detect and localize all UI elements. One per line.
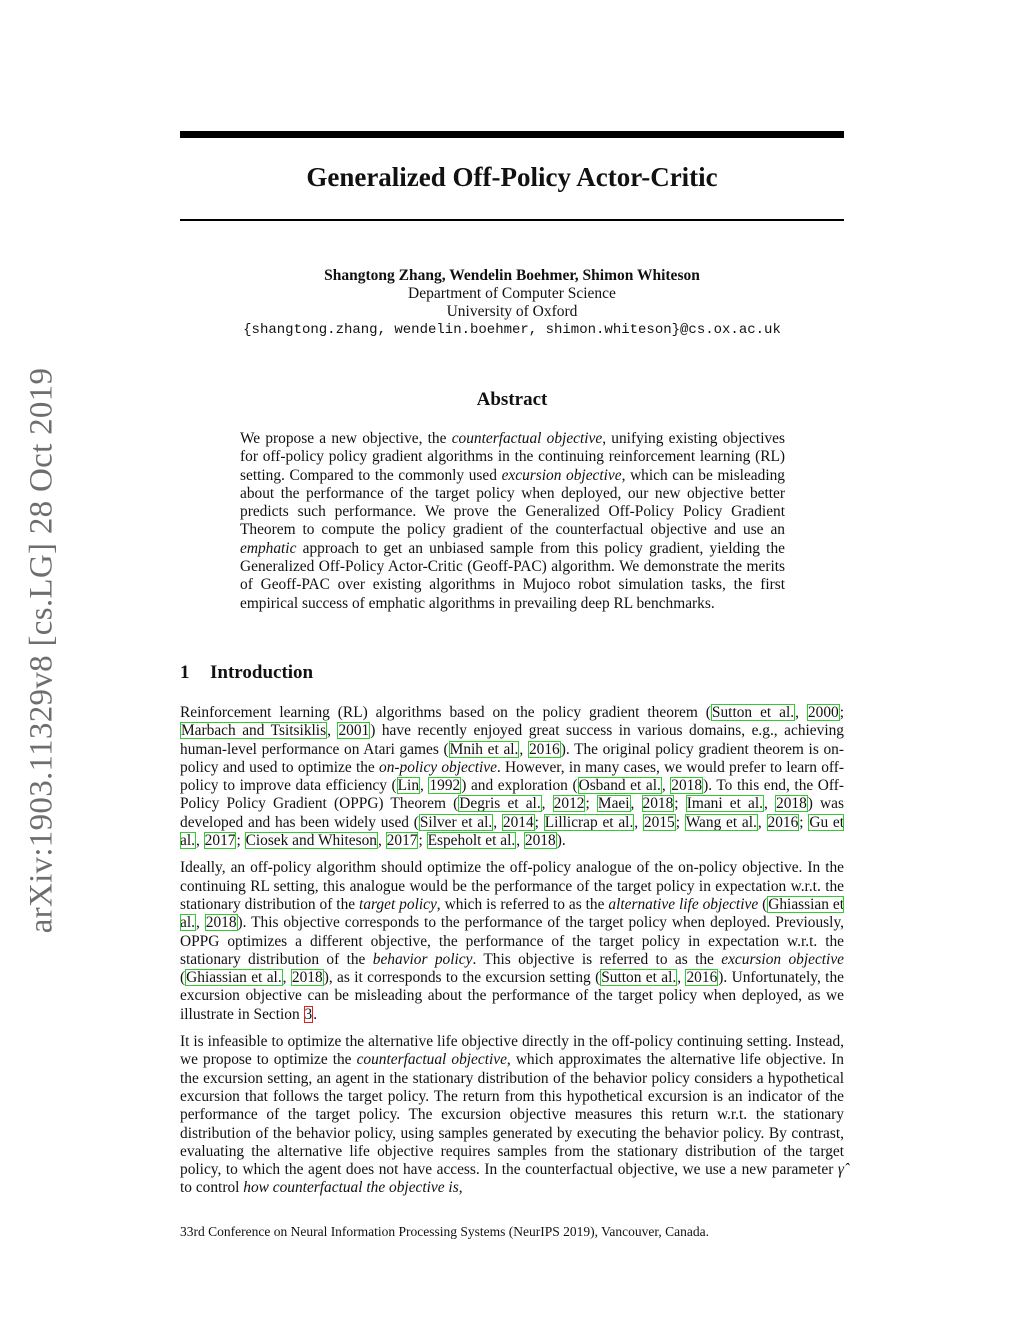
text: ;	[839, 704, 844, 721]
citation-link[interactable]: 2018	[524, 832, 556, 850]
citation-link[interactable]: 2015	[643, 813, 675, 831]
text: ,	[764, 795, 775, 813]
title-rule-bottom	[180, 219, 844, 221]
citation-link[interactable]: Lillicrap et al.	[544, 813, 634, 831]
abstract-text-4: approach to get an unbiased sample from this policy gradient, yielding the Generalized Off-Policy Actor-Critic (Geoff-PAC) algorithm. We demonstrate the merits of Geoff-PAC over existing algorithms in Mujoco robot simulation tasks, the first empirical success of emphatic algorithms in prevailing deep RL benchmarks.	[240, 539, 785, 612]
text: ,	[458, 1179, 463, 1197]
arxiv-identifier: arXiv:1903.11329v8 [cs.LG] 28 Oct 2019	[23, 367, 60, 933]
citation-link[interactable]: 1992	[429, 777, 461, 795]
citation-link[interactable]: Sutton et al.	[601, 969, 677, 987]
citation-link[interactable]: Mnih et al.	[449, 740, 519, 758]
conference-footnote: 33rd Conference on Neural Information Processing Systems (NeurIPS 2019), Vancouver, Canada.	[180, 1224, 709, 1239]
emphasis: excursion objective	[721, 950, 844, 968]
text: ;	[675, 813, 685, 831]
citation-link[interactable]: 2000	[807, 704, 839, 721]
citation-link[interactable]: Gu et al.	[180, 813, 845, 850]
text: ,	[420, 777, 429, 795]
citation-link[interactable]: 2016	[528, 740, 560, 758]
text: . This objective is referred to as the	[472, 950, 722, 968]
citation-link[interactable]: Ciosek and Whiteson	[245, 832, 377, 850]
citation-link[interactable]: 2018	[291, 969, 323, 987]
text: Ideally, an off-policy algorithm should optimize the off-policy analogue of the on-policy objective. In the continuing RL setting, this analogue would be the performance of the target policy in expectation w.r.t. the stationary distribution of the	[180, 859, 844, 913]
text: ,	[757, 813, 767, 831]
emphasis: counterfactual objective	[356, 1051, 507, 1069]
citation-link[interactable]: 2016	[686, 969, 718, 987]
citation-link[interactable]: 2001	[338, 722, 370, 740]
intro-paragraph-2	[180, 859, 844, 1024]
citation-link[interactable]: 2014	[502, 813, 534, 831]
section-number: 1	[180, 662, 190, 683]
text: ,	[677, 969, 686, 987]
text: ,	[661, 777, 671, 795]
citation-link[interactable]: Wang et al.	[685, 813, 757, 831]
text: ,	[195, 832, 204, 850]
citation-link[interactable]: 2017	[386, 832, 418, 850]
citation-link[interactable]: 2018	[642, 795, 674, 813]
text: ,	[630, 795, 642, 813]
author-department: Department of Computer Science	[408, 285, 616, 302]
author-university: University of Oxford	[446, 303, 578, 320]
citation-link[interactable]: Silver et al.	[419, 813, 493, 831]
author-email: {shangtong.zhang, wendelin.boehmer, shimon.whiteson}@cs.ox.ac.uk	[243, 322, 781, 338]
section-heading-introduction	[180, 662, 313, 684]
text: (	[180, 969, 186, 987]
text: ,	[377, 832, 386, 850]
text: ,	[195, 914, 205, 932]
abstract-emphasis-3: emphatic	[240, 539, 297, 557]
text: ), as it corresponds to the excursion setting (	[323, 969, 601, 987]
introduction-body	[180, 704, 844, 1207]
abstract-text-3: , which can be misleading about the performance of the target policy when deployed, our new objective better predicts such performance. We prove the Generalized Off-Policy Policy Gradient Theorem to compute the policy gradient of the counterfactual objective and use an	[240, 466, 785, 539]
citation-link[interactable]: 2012	[553, 795, 585, 813]
text: ,	[327, 722, 338, 740]
text: ,	[519, 740, 528, 758]
intro-paragraph-1	[180, 704, 844, 850]
text: ) have recently enjoyed great success in various domains, e.g., achieving human-level performance on Atari games (	[180, 722, 845, 758]
text: ). The original policy gradient theorem is on-policy and used to optimize the	[180, 740, 845, 776]
emphasis: how counterfactual the objective is	[243, 1179, 459, 1197]
text: It is infeasible to optimize the alternative life objective directly in the off-policy continuing setting. Instead, we propose to optimize the	[180, 1033, 844, 1069]
text: ,	[541, 795, 553, 813]
abstract-emphasis-1: counterfactual objective	[451, 430, 603, 447]
citation-link[interactable]: 2018	[205, 914, 237, 932]
text: (	[758, 895, 768, 913]
author-names: Shangtong Zhang, Wendelin Boehmer, Shimon Whiteson	[324, 267, 700, 284]
text: ;	[674, 795, 686, 813]
text: . However, in many cases, we would prefer to learn off-policy to improve data efficiency (	[180, 758, 845, 795]
math-gamma-hat: γ̂	[837, 1161, 844, 1179]
author-block	[180, 267, 844, 339]
section-ref-link[interactable]: 3	[304, 1005, 313, 1023]
text: ,	[493, 813, 502, 831]
text: to control	[180, 1179, 244, 1197]
citation-link[interactable]: Imani et al.	[686, 795, 763, 813]
section-title: Introduction	[210, 662, 314, 683]
abstract-heading: Abstract	[476, 389, 548, 410]
citation-link[interactable]: 2016	[767, 813, 799, 831]
text: ) and exploration (	[461, 777, 578, 795]
citation-link[interactable]: Maei	[597, 795, 630, 813]
text: Reinforcement learning (RL) algorithms based on the policy gradient theorem (	[180, 704, 711, 721]
emphasis: behavior policy	[372, 950, 473, 968]
text: ;	[585, 795, 597, 813]
citation-link[interactable]: Degris et al.	[459, 795, 541, 813]
citation-link[interactable]: Ghiassian et al.	[180, 895, 844, 932]
text: ;	[799, 813, 809, 831]
citation-link[interactable]: Ghiassian et al.	[186, 969, 282, 987]
citation-link[interactable]: Osband et al.	[578, 777, 661, 795]
citation-link[interactable]: Marbach and Tsitsiklis	[181, 722, 327, 740]
emphasis: on-policy objective	[379, 758, 497, 776]
paper-title: Generalized Off-Policy Actor-Critic	[306, 162, 718, 192]
emphasis: target policy	[359, 895, 437, 913]
citation-link[interactable]: Espeholt et al.	[427, 832, 516, 850]
title-rule-top	[180, 131, 844, 138]
text: , which is referred to as the	[436, 895, 609, 913]
abstract-emphasis-2: excursion objective	[501, 466, 622, 484]
text: ,	[795, 704, 807, 721]
abstract-text	[240, 430, 785, 613]
text: ). To this end, the Off-Policy Policy Gradient (OPPG) Theorem (	[180, 777, 845, 813]
arxiv-sidebar-stamp	[18, 360, 66, 940]
abstract-text-1: We propose a new objective, the	[240, 430, 452, 447]
text: ;	[534, 813, 544, 831]
text: ,	[634, 813, 643, 831]
text: ;	[418, 832, 427, 850]
text: , which approximates the alternative life objective. In the excursion setting, an agent in the stationary distribution of the behavior policy considers a hypothetical excursion that follows the target policy. The return from this hypothetical excursion is an indicator of the performance of the target policy. The excursion objective measures this return w.r.t. the stationary distribution of the behavior policy, using samples generated by executing the behavior policy. By contrast, evaluating the alternative life objective requires samples from the stationary distribution of the target policy, to which the agent does not have access. In the counterfactual objective, we use a new parameter	[180, 1051, 844, 1179]
citation-link[interactable]: 2018	[776, 795, 807, 813]
emphasis: alternative life objective	[608, 895, 759, 913]
citation-link[interactable]: Sutton et al.	[711, 704, 795, 721]
text: ,	[516, 832, 524, 850]
citation-link[interactable]: 2018	[671, 777, 703, 795]
text: ). This objective corresponds to the performance of the target policy when deployed. Previously, OPPG optimizes a different objective, the performance of the target policy in expectation w.r.t. the stationary distribution of the	[180, 914, 844, 968]
citation-link[interactable]: 2017	[204, 832, 236, 850]
text: ). Unfortunately, the excursion objective can be misleading about the performance of the target policy when deployed, as we illustrate in Section	[180, 969, 844, 1023]
text: .	[313, 1005, 318, 1023]
text: ;	[236, 832, 245, 850]
abstract-text-2: , unifying existing objectives for off-policy policy gradient algorithms in the continuing reinforcement learning (RL) setting. Compared to the commonly used	[240, 430, 786, 484]
text: ).	[556, 832, 566, 850]
intro-paragraph-3	[180, 1033, 844, 1198]
text: ,	[282, 969, 291, 987]
citation-link[interactable]: Lin	[397, 777, 420, 795]
text: ) was developed and has been widely used (	[180, 795, 844, 831]
